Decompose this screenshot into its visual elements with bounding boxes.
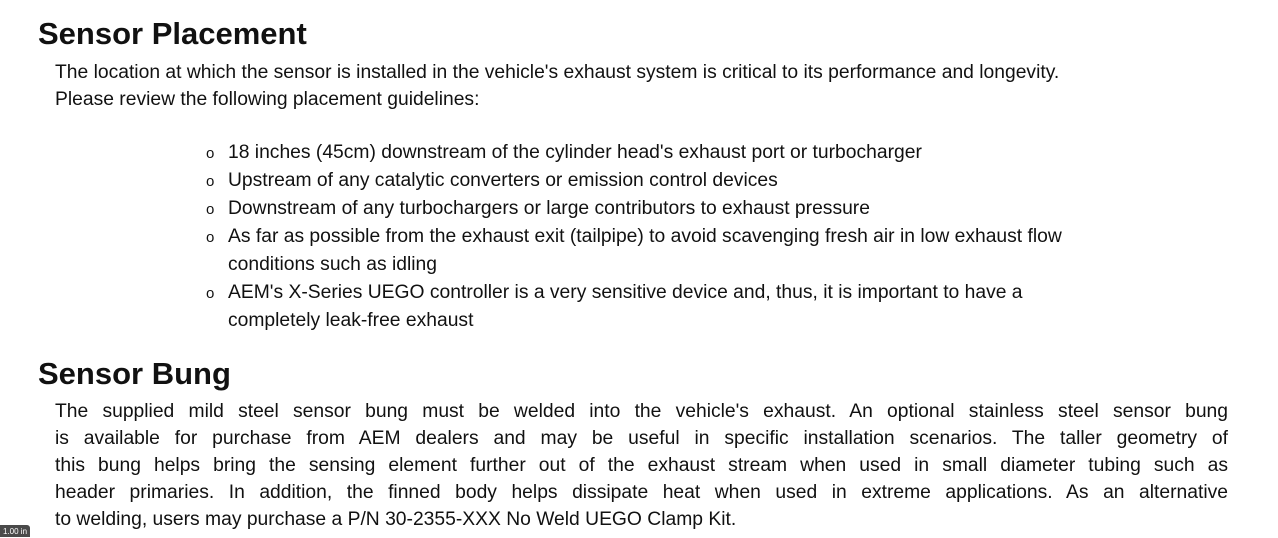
list-item-text: As far as possible from the exhaust exit (tailpipe) to avoid scavenging fresh air in low exhaust flow	[228, 226, 1062, 247]
list-item-text: Downstream of any turbochargers or large contributors to exhaust pressure	[228, 198, 870, 219]
section-heading-sensor-bung: Sensor Bung	[38, 356, 231, 391]
body-line: is available for purchase from AEM dealers and may be useful in specific installation scenarios. The taller geometry of	[55, 428, 1228, 449]
sensor-placement-intro	[55, 59, 1225, 113]
section-heading-sensor-placement: Sensor Placement	[38, 16, 307, 51]
list-item-text: completely leak-free exhaust	[228, 310, 474, 331]
bullet-marker: o	[206, 201, 215, 218]
body-line: this bung helps bring the sensing element further out of the exhaust stream when used in small diameter tubing such as	[55, 455, 1228, 476]
list-item	[206, 167, 1216, 195]
bullet-marker: o	[206, 229, 215, 246]
bullet-marker: o	[206, 145, 215, 162]
body-line: header primaries. In addition, the finned body helps dissipate heat when used in extreme applications. As an alternative	[55, 482, 1228, 503]
sensor-bung-body	[55, 398, 1228, 533]
list-item	[206, 139, 1216, 167]
intro-line: Please review the following placement guidelines:	[55, 89, 480, 110]
placement-guidelines-list	[206, 139, 1216, 335]
list-item-text: Upstream of any catalytic converters or emission control devices	[228, 170, 778, 191]
list-item-text: 18 inches (45cm) downstream of the cylinder head's exhaust port or turbocharger	[228, 142, 922, 163]
zoom-level-badge[interactable]: 1.00 in	[0, 525, 30, 537]
body-line: to welding, users may purchase a P/N 30-2355-XXX No Weld UEGO Clamp Kit.	[55, 509, 737, 530]
intro-line: The location at which the sensor is installed in the vehicle's exhaust system is critical to its performance and longevity.	[55, 62, 1060, 83]
list-item-text: conditions such as idling	[228, 254, 438, 275]
list-item	[206, 279, 1216, 335]
list-item	[206, 195, 1216, 223]
list-item-text: AEM's X-Series UEGO controller is a very sensitive device and, thus, it is important to have a	[228, 282, 1023, 303]
body-line: The supplied mild steel sensor bung must be welded into the vehicle's exhaust. An optional stainless steel sensor bung	[55, 401, 1228, 422]
bullet-marker: o	[206, 173, 215, 190]
bullet-marker: o	[206, 285, 215, 302]
list-item	[206, 223, 1216, 279]
